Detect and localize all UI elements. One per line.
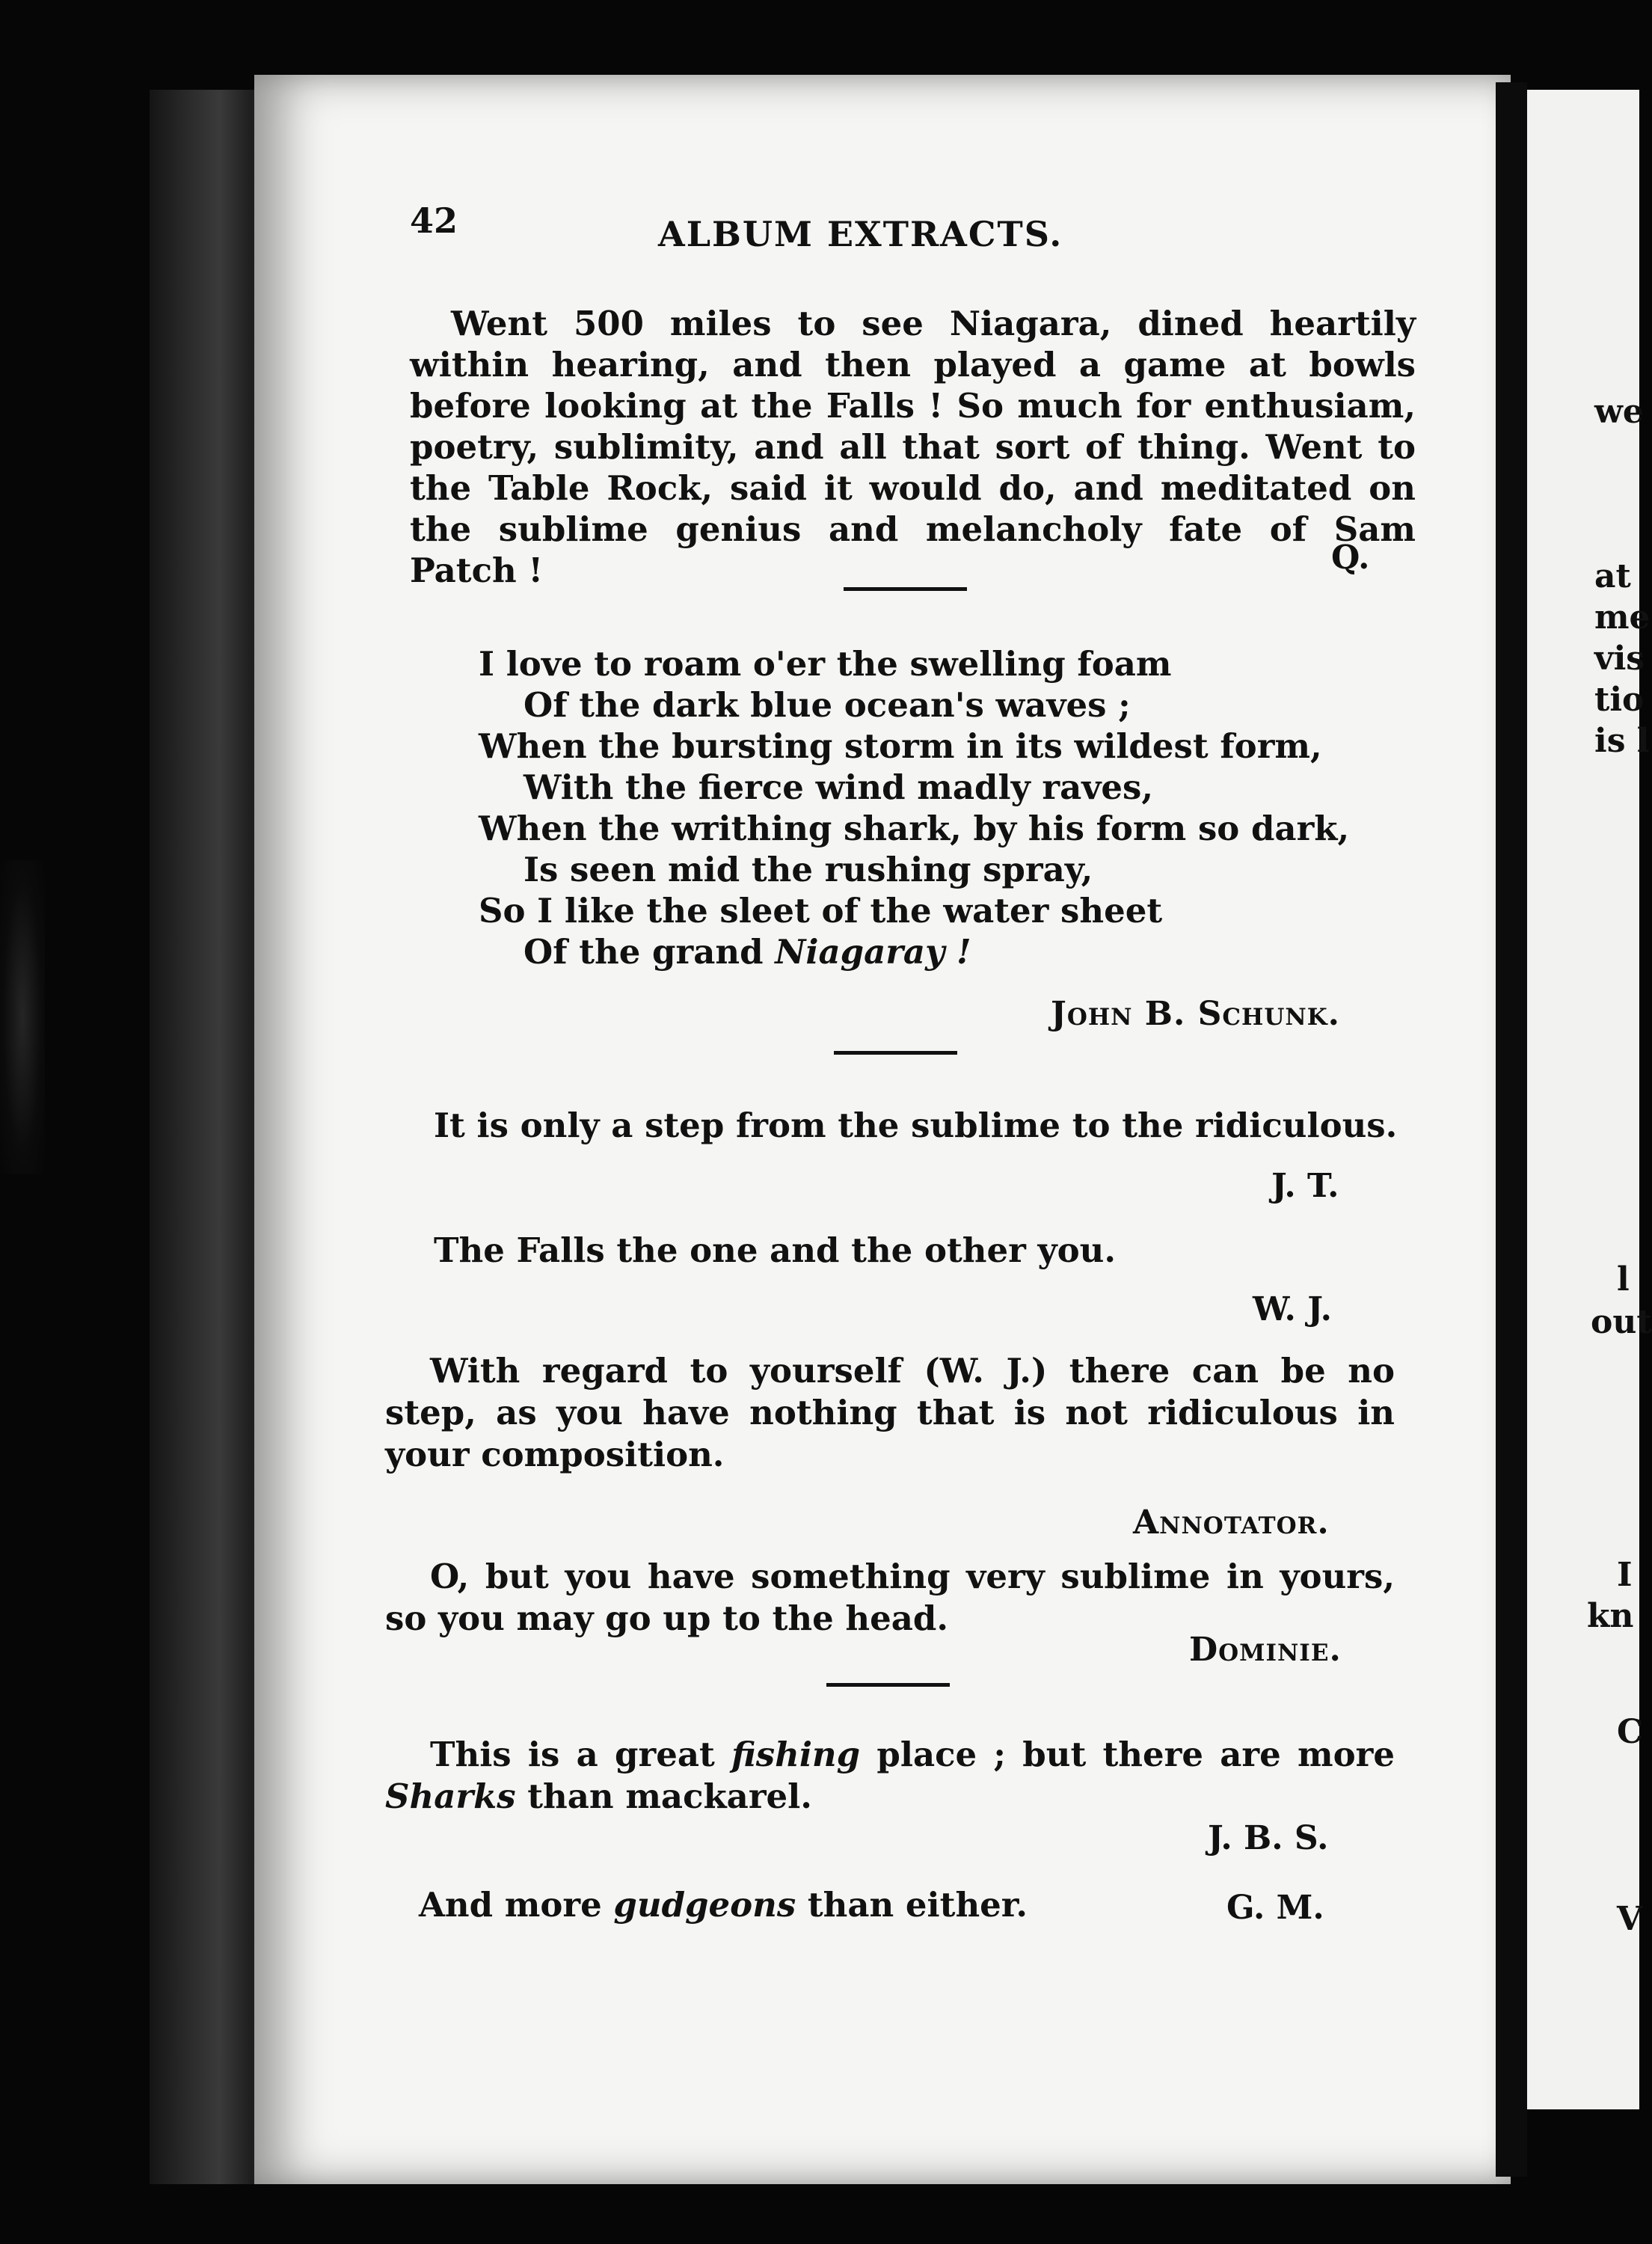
facing-fragment: I: [1617, 1556, 1633, 1594]
poem-line: Is seen mid the rushing spray,: [523, 850, 1093, 889]
facing-fragment: me: [1594, 598, 1651, 637]
emphasized-word: fishing: [731, 1735, 861, 1774]
poem-line: Of the dark blue ocean's waves ;: [523, 685, 1131, 725]
poem-line: I love to roam o'er the swelling foam: [479, 644, 1172, 684]
facing-fragment: out: [1591, 1303, 1652, 1341]
poem-signature: John B. Schunk.: [1051, 995, 1340, 1033]
entry-signature: Q.: [1331, 539, 1370, 577]
page-number: 42: [410, 200, 458, 241]
poem: [479, 643, 1349, 972]
facing-fragment: kn: [1587, 1597, 1634, 1635]
facing-fragment: vis: [1594, 640, 1645, 678]
entry-text-part: place ; but there are more: [860, 1735, 1395, 1774]
album-entry: The Falls the one and the other you.: [434, 1230, 1117, 1270]
poem-line: Of the grand: [523, 932, 764, 972]
entry-signature: J. B. S.: [1208, 1819, 1329, 1857]
album-entry: It is only a step from the sublime to the ridiculous.: [434, 1106, 1398, 1145]
album-entry: [419, 1885, 1028, 1925]
album-entry: [385, 1734, 1395, 1818]
section-divider: [844, 587, 967, 591]
poem-line: When the bursting storm in its wildest form,: [479, 726, 1322, 766]
poem-line: With the fierce wind madly raves,: [523, 767, 1154, 807]
facing-fragment: C: [1617, 1713, 1644, 1751]
book-gutter: [1496, 82, 1527, 2177]
facing-fragment: at: [1594, 557, 1631, 595]
entry-signature: G. M.: [1226, 1889, 1324, 1927]
album-entry: [385, 1556, 1395, 1640]
section-divider: [834, 1051, 957, 1055]
entry-signature: Annotator.: [1133, 1503, 1330, 1542]
entry-text: With regard to yourself (W. J.) there can be no step, as you have nothing that is not ridiculous in your composition.: [385, 1351, 1395, 1474]
facing-fragment: is l: [1594, 722, 1650, 760]
entry-text-part: This is a great: [430, 1735, 732, 1774]
poem-line: When the writhing shark, by his form so dark,: [479, 809, 1350, 848]
scan-shadow: [0, 860, 45, 1174]
album-entry: [385, 1350, 1395, 1476]
facing-fragment: l: [1617, 1260, 1630, 1299]
facing-fragment: V: [1617, 1900, 1643, 1938]
facing-fragment: we: [1594, 393, 1644, 431]
album-entry: [410, 303, 1416, 591]
entry-text: [385, 1734, 1395, 1818]
entry-text-part: And more: [419, 1885, 614, 1925]
section-divider: [826, 1683, 950, 1687]
running-title: ALBUM EXTRACTS.: [658, 214, 1063, 254]
entry-signature: Dominie.: [1189, 1631, 1342, 1669]
entry-signature: W. J.: [1253, 1290, 1332, 1328]
entry-signature: J. T.: [1271, 1167, 1339, 1205]
entry-text-part: than mackarel.: [515, 1776, 812, 1816]
entry-text-part: than either.: [796, 1885, 1028, 1925]
poem-line: So I like the sleet of the water sheet: [479, 891, 1163, 931]
facing-page: [1527, 90, 1652, 2109]
emphasized-word: Sharks: [385, 1776, 516, 1816]
poem-last-line: [479, 931, 1349, 972]
entry-text: Went 500 miles to see Niagara, dined heartily within hearing, and then played a game at bowls before looking at the Falls ! So much for enthusiam, poetry, sublimity, and all that sort of thing. Went to the Table Rock, said it would do, and meditated on the sublime genius and melancholy fate of Sam Patch !: [410, 304, 1416, 590]
emphasized-word: Niagaray !: [775, 932, 971, 972]
entry-text: O, but you have something very sublime in yours, so you may go up to the head.: [385, 1557, 1395, 1638]
facing-fragment: tio: [1594, 681, 1645, 719]
emphasized-word: gudgeons: [613, 1885, 796, 1925]
